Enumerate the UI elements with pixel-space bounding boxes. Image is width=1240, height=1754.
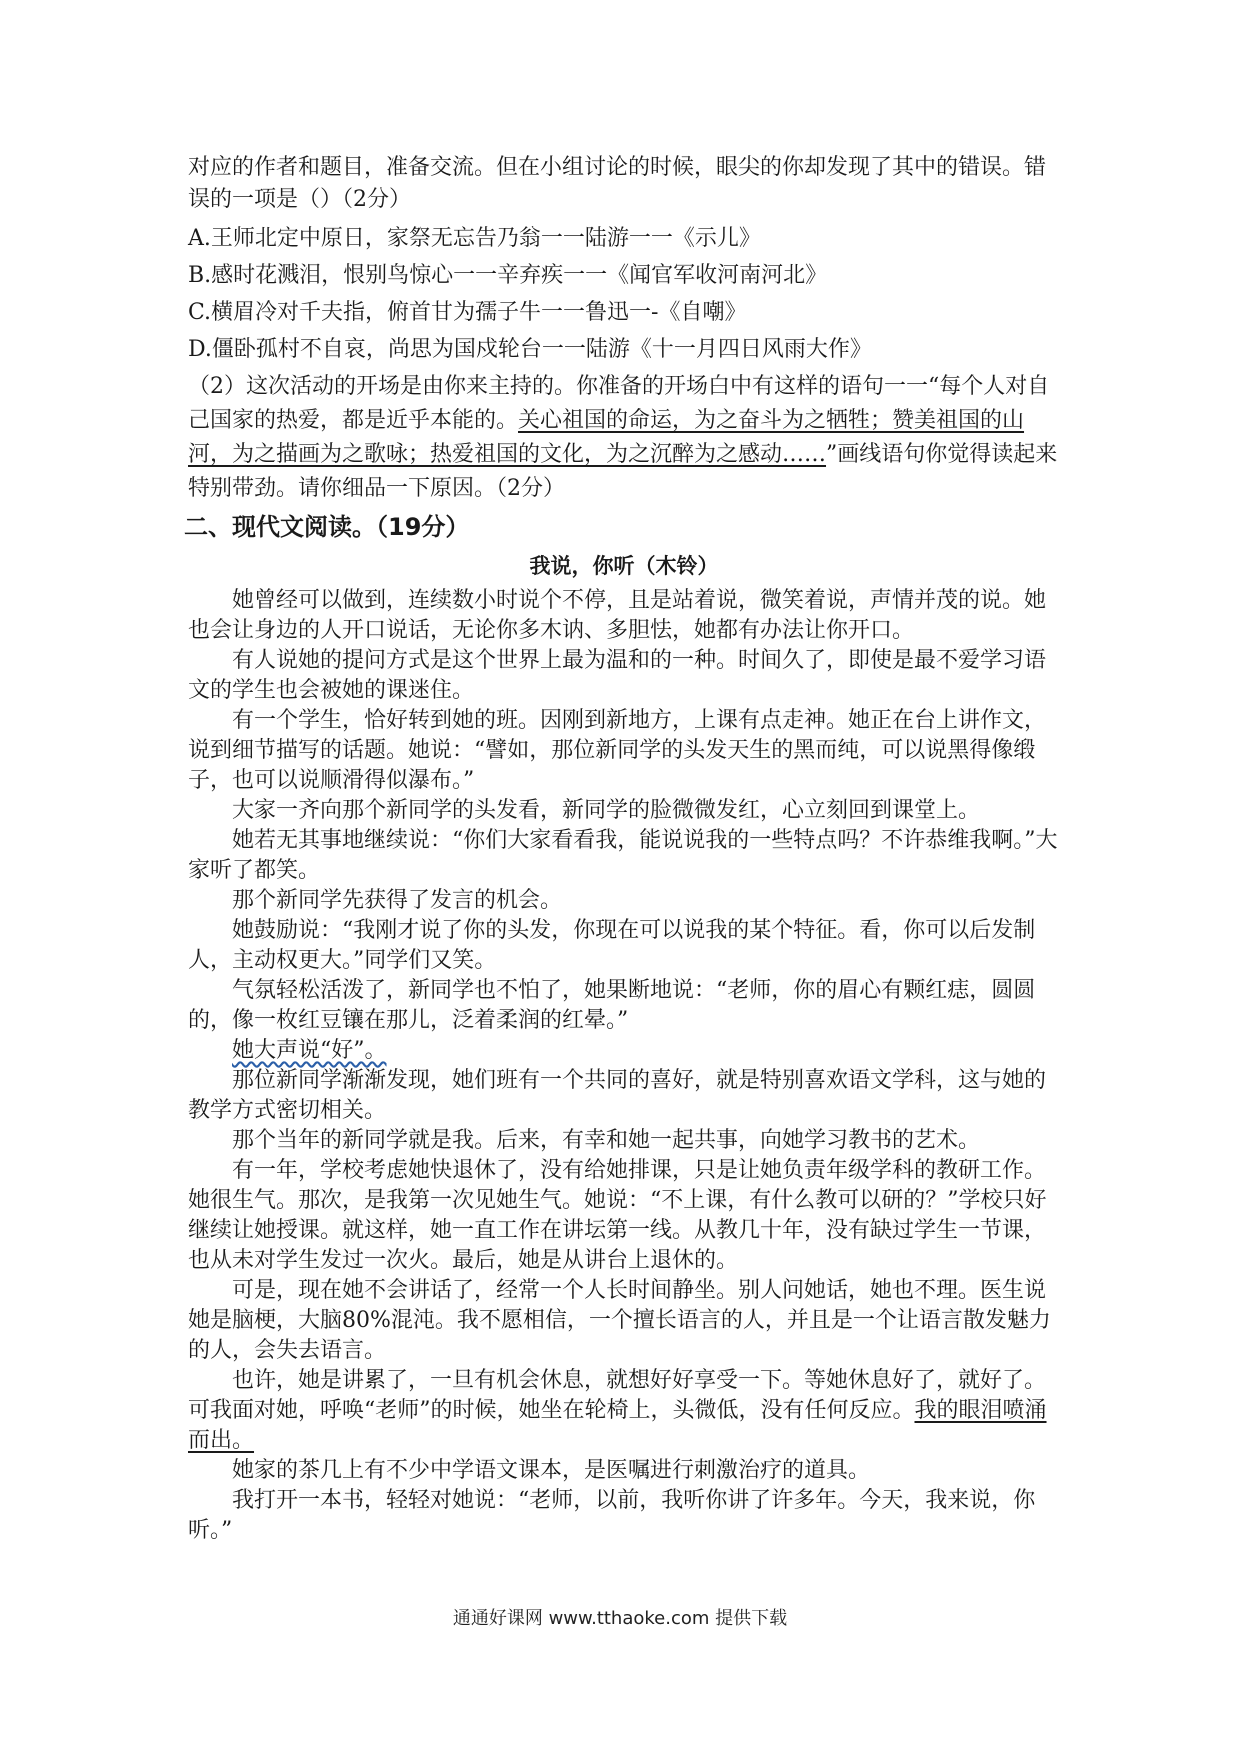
- article-paragraph: 她家的茶几上有不少中学语文课本，是医嘱进行刺激治疗的道具。: [232, 1458, 871, 1483]
- article-paragraph: 我打开一本书，轻轻对她说：“老师，以前，我听你讲了许多年。今天，我来说，你听。”: [188, 1488, 1036, 1543]
- option-c: C.横眉冷对千夫指，俯首甘为孺子牛一一鲁迅一-《自嘲》: [188, 300, 747, 325]
- document-body: [184, 152, 1060, 1546]
- option-b: B.感时花溅泪，恨别鸟惊心一一辛弃疾一一《闻官军收河南河北》: [188, 263, 828, 288]
- option-d: D.僵卧孤村不自哀，尚思为国戍轮台一一陆游《十一月四日风雨大作》: [188, 337, 872, 362]
- article-paragraph: 有一个学生，恰好转到她的班。因刚到新地方，上课有点走神。她正在台上讲作文，说到细节描写的话题。她说：“譬如，那位新同学的头发天生的黑而纯，可以说黑得像缎子，也可以说顺滑得似瀑布。”: [188, 708, 1047, 793]
- article-paragraph-lead: 也许，她是讲累了，一旦有机会休息，就想好好享受一下。等她休息好了，就好了。可我面对她，呼唤“老师”的时候，她坐在轮椅上，头微低，没有任何反应。: [188, 1368, 1047, 1423]
- article-paragraph: 大家一齐向那个新同学的头发看，新同学的脸微微发红，心立刻回到课堂上。: [232, 798, 981, 823]
- article-paragraph: 那个新同学先获得了发言的机会。: [232, 888, 563, 913]
- article-paragraph: 有人说她的提问方式是这个世界上最为温和的一种。时间久了，即使是最不爱学习语文的学生也会被她的课迷住。: [188, 648, 1047, 703]
- article-paragraph: 气氛轻松活泼了，新同学也不怕了，她果断地说：“老师，你的眉心有颗红痣，圆圆的，像一枚红豆镶在那儿，泛着柔润的红晕。”: [188, 978, 1036, 1033]
- underlined-sentence: 我的眼泪喷涌而出。: [188, 1398, 1047, 1453]
- page-footer: 通通好课网 www.tthaoke.com 提供下载: [452, 1608, 788, 1629]
- article-paragraph: 她若无其事地继续说：“你们大家看看我，能说说我的一些特点吗？不许恭维我啊。”大家听了都笑。: [188, 828, 1058, 883]
- question-2-underlined: 关心祖国的命运，为之奋斗为之牺牲；赞美祖国的山河，为之描画为之歌咏；热爱祖国的文化，为之沉醉为之感动……: [188, 408, 1025, 467]
- article-paragraph: 可是，现在她不会讲话了，经常一个人长时间静坐。别人问她话，她也不理。医生说她是脑梗，大脑80%混沌。我不愿相信，一个擅长语言的人，并且是一个让语言散发魅力的人，会失去语言。: [188, 1278, 1051, 1363]
- question-2-tail: ”画线语句你觉得读起来特别带劲。请你细品一下原因。（2分）: [188, 442, 1058, 501]
- article-paragraph: 她曾经可以做到，连续数小时说个不停，且是站着说，微笑着说，声情并茂的说。她也会让身边的人开口说话，无论你多木讷、多胆怯，她都有办法让你开口。: [188, 588, 1047, 643]
- article-paragraph: 那位新同学渐渐发现，她们班有一个共同的喜好，就是特别喜欢语文学科，这与她的教学方式密切相关。: [188, 1068, 1047, 1123]
- question-2: [188, 370, 1060, 506]
- article-paragraph: 有一年，学校考虑她快退休了，没有给她排课，只是让她负责年级学科的教研工作。她很生气。那次，是我第一次见她生气。她说：“不上课，有什么教可以研的？”学校只好继续让她授课。就这样，她一直工作在讲坛第一线。从教几十年，没有缺过学生一节课，也从未对学生发过一次火。最后，她是从讲台上退休的。: [188, 1158, 1047, 1273]
- question-1-intro: 对应的作者和题目，准备交流。但在小组讨论的时候，眼尖的你却发现了其中的错误。错误的一项是（）（2分）: [188, 155, 1047, 212]
- section-heading: 二、现代文阅读。（19分）: [184, 513, 470, 541]
- article-paragraph: [188, 1366, 1060, 1456]
- article-paragraph: 那个当年的新同学就是我。后来，有幸和她一起共事，向她学习教书的艺术。: [232, 1128, 981, 1153]
- option-a: A.王师北定中原日，家祭无忘告乃翁一一陆游一一《示儿》: [188, 226, 761, 251]
- question-2-lead: （2）这次活动的开场是由你来主持的。你准备的开场白中有这样的语句一一“每个人对自己国家的热爱，都是近乎本能的。: [188, 374, 1050, 433]
- article-paragraph-wavy: [188, 1036, 1060, 1066]
- article-title: 我说，你听（木铃）: [529, 554, 719, 578]
- wavy-underlined-text: 她大声说“好”。: [232, 1038, 387, 1063]
- article-paragraph: 她鼓励说：“我刚才说了你的头发，你现在可以说我的某个特征。看，你可以后发制人，主动权更大。”同学们又笑。: [188, 918, 1036, 973]
